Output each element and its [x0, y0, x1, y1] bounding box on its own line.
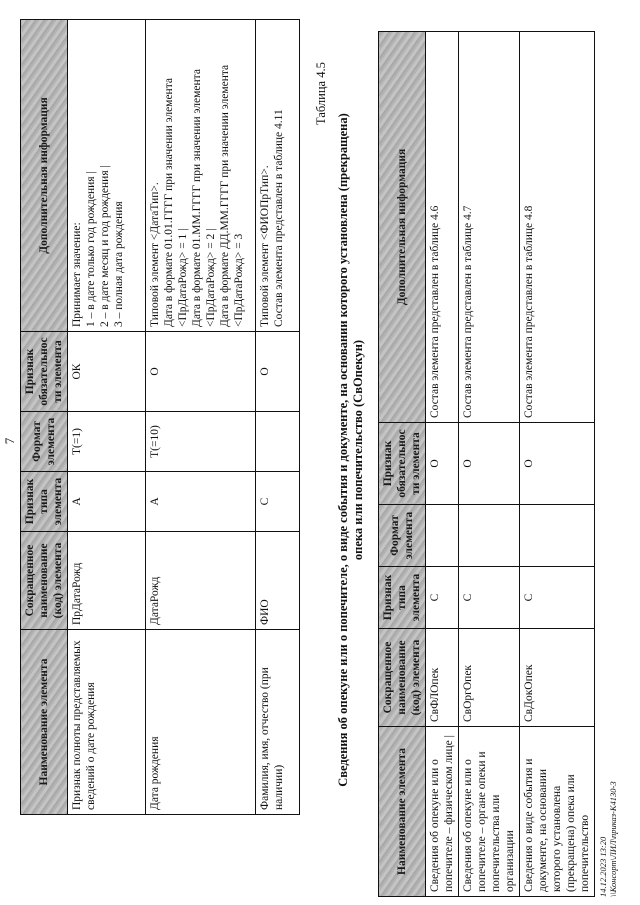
- cell-name: Признак полноты представляемых сведений о дате рождения: [68, 630, 146, 815]
- footer-line: 14.12.2023 13:20: [598, 836, 608, 897]
- cell-name: Сведения об опекуне или о попечителе – органе опеки и попечительства или организации: [459, 727, 520, 897]
- cell-format: Т(=1): [68, 412, 146, 472]
- info-line: Дата в формате 01.ММ.ГГГГ при значении элемента <ПрДатаРожд> = 2 |: [191, 69, 217, 327]
- cell-format: [256, 412, 300, 472]
- col-header-name: Наименование элемента: [21, 630, 68, 815]
- cell-type: С: [426, 567, 459, 629]
- info-line: 3 – полная дата рождения: [113, 201, 125, 327]
- info-line: Типовой элемент <ДатаТип>.: [149, 182, 161, 327]
- element-table-1: [20, 20, 300, 815]
- cell-required: О: [459, 423, 520, 505]
- col-header-info: Дополнительная информация: [21, 20, 68, 332]
- section-title-line: опека или попечительство (СвОпекун): [351, 339, 365, 561]
- cell-info: [146, 20, 256, 332]
- col-header-type: Признак типа элемента: [379, 567, 426, 629]
- footer-line: \\Консорт\ЛИЛ\приказ-К4130-3: [608, 781, 618, 897]
- section-title-line: Сведения об опекуне или о попечителе, о виде события и документе, на основании которого установлена (прекращена): [336, 113, 350, 787]
- cell-code: СвОргОпек: [459, 629, 520, 727]
- cell-code: ДатаРожд: [146, 532, 256, 630]
- cell-format: [459, 505, 520, 567]
- cell-code: ФИО: [256, 532, 300, 630]
- cell-type: С: [256, 472, 300, 532]
- table-row: [146, 20, 256, 815]
- col-header-info: Дополнительная информация: [379, 32, 426, 423]
- cell-code: СвФЛОпек: [426, 629, 459, 727]
- col-header-code: Сокращенное наименование (код) элемента: [21, 532, 68, 630]
- table-header-row: [21, 20, 68, 815]
- cell-code: СвДокОпек: [520, 629, 595, 727]
- element-table-2: [378, 32, 595, 897]
- cell-name: Сведения об опекуне или о попечителе – физическом лице |: [426, 727, 459, 897]
- footer-stamp: [598, 781, 618, 897]
- cell-info: Состав элемента представлен в таблице 4.8: [520, 32, 595, 423]
- cell-name: Фамилия, имя, отчество (при наличии): [256, 630, 300, 815]
- info-line: Дата в формате 01.01.ГГГГ при значении элемента <ПрДатаРожд> = 1 |: [163, 78, 189, 327]
- cell-info: [68, 20, 146, 332]
- info-line: Дата в формате ДД.ММ.ГГГГ при значении элемента <ПрДатаРожд> = 3: [219, 64, 245, 327]
- col-header-format: Формат элемента: [21, 412, 68, 472]
- section-title: [336, 35, 366, 865]
- cell-type: А: [146, 472, 256, 532]
- info-line: Типовой элемент <ФИОПрТип>.: [259, 165, 271, 327]
- cell-code: ПрДатаРожд: [68, 532, 146, 630]
- cell-required: ОК: [68, 332, 146, 412]
- info-line: Принимает значение:: [71, 222, 83, 327]
- info-line: Состав элемента представлен в таблице 4.11: [273, 109, 285, 327]
- cell-info: [256, 20, 300, 332]
- page-number: 7: [2, 437, 17, 445]
- cell-format: Т(=10): [146, 412, 256, 472]
- cell-type: А: [68, 472, 146, 532]
- table-row: [426, 32, 459, 897]
- col-header-required: Признак обязательности элемента: [21, 332, 68, 412]
- info-line: 2 – в дате месяц и год рождения |: [99, 165, 111, 327]
- table-label: Таблица 4.5: [314, 62, 328, 125]
- cell-required: О: [520, 423, 595, 505]
- col-header-required: Признак обязательности элемента: [379, 423, 426, 505]
- cell-required: О: [146, 332, 256, 412]
- cell-format: [426, 505, 459, 567]
- cell-type: С: [520, 567, 595, 629]
- cell-format: [520, 505, 595, 567]
- cell-type: С: [459, 567, 520, 629]
- cell-info: Состав элемента представлен в таблице 4.7: [459, 32, 520, 423]
- col-header-type: Признак типа элемента: [21, 472, 68, 532]
- table-row: [256, 20, 300, 815]
- table-row: [68, 20, 146, 815]
- table-row: [459, 32, 520, 897]
- info-line: 1 – в дате только год рождения |: [85, 171, 97, 327]
- table-header-row: [379, 32, 426, 897]
- cell-info: Состав элемента представлен в таблице 4.6: [426, 32, 459, 423]
- cell-name: Сведения о виде события и документе, на основании которого установлена (прекращена) опека или попечительство: [520, 727, 595, 897]
- cell-name: Дата рождения: [146, 630, 256, 815]
- table-row: [520, 32, 595, 897]
- cell-required: О: [256, 332, 300, 412]
- col-header-name: Наименование элемента: [379, 727, 426, 897]
- cell-required: О: [426, 423, 459, 505]
- col-header-format: Формат элемента: [379, 505, 426, 567]
- col-header-code: Сокращенное наименование (код) элемента: [379, 629, 426, 727]
